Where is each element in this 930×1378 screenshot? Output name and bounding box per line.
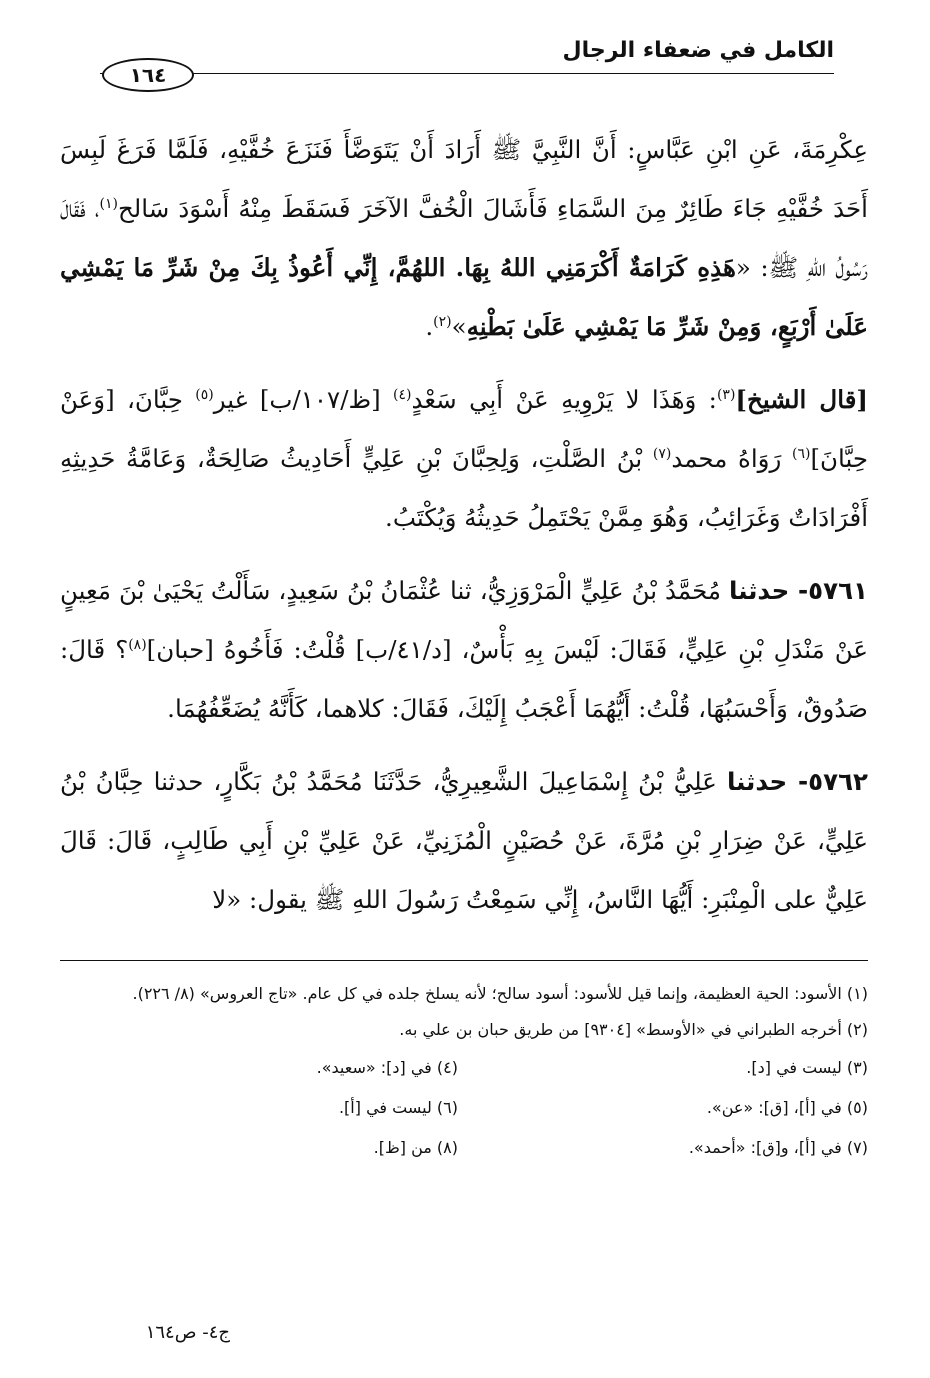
volume-page-footer: ج٤- ص١٦٤ bbox=[145, 1322, 230, 1343]
paragraph-5761: ٥٧٦١- حدثنا مُحَمَّدُ بْنُ عَلِيٍّ الْمَرْوَزِيُّ، ثنا عُثْمَانُ بْنُ سَعِيدٍ، سَأَلْتُ يَحْيَىٰ بْنَ مَعِينٍ عَنْ مَنْدَلِ بْنِ عَلِيٍّ، فَقَالَ: لَيْسَ بِهِ بَأْسٌ، [د/٤١/ب] قُلْتُ: فَأَخُوهُ [حبان]$^{(٨)}$؟ قَالَ: صَدُوقٌ، وَأَحْسَبُهَا، قُلْتُ: أَيُّهُمَا أَعْجَبُ إِلَيْكَ، فَقَالَ: كلاهما، كَأَنَّهُ يُضَعِّفُهُمَا. bbox=[60, 576, 868, 723]
footnote-ref-5: (٥) bbox=[195, 386, 214, 403]
footnote-6: (٦) ليست في [أ]. bbox=[338, 1098, 458, 1117]
footnote-ref-3: (٣) bbox=[716, 386, 736, 403]
footnote-4: (٤) في [د]: «سعيد». bbox=[316, 1058, 458, 1077]
book-title: الكامل في ضعفاء الرجال bbox=[562, 38, 834, 63]
main-text bbox=[60, 120, 868, 943]
footnote-ref-4: (٤) bbox=[393, 386, 412, 403]
footnote-row-7-8 bbox=[60, 1132, 868, 1164]
sheikh-label: [قال الشيخ] bbox=[735, 385, 869, 414]
paragraph-2: [قال الشيخ]$^{(٣)}$: وَهَذَا لا يَرْوِيهِ عَنْ أَبِي سَعْدٍ$^{(٤)}$ [ظ/١٠٧/ب] غير$^{(٥)}$ حِبَّانَ، [وَعَنْ حِبَّانَ]$^{(٦)}$ رَوَاهُ محمد$^{(٧)}$ بْنُ الصَّلْتِ، وَلِحِبَّانَ بْنِ عَلِيٍّ أَحَادِيثُ صَالِحَةٌ، وَعَامَّةُ حَدِيثِهِ أَفْرَادَاتٌ وَغَرَائِبُ، وَهُوَ مِمَّنْ يَحْتَمِلُ حَدِيثُهُ وَيُكْتَبُ. bbox=[60, 385, 869, 532]
footnote-3: (٣) ليست في [د]. bbox=[746, 1058, 868, 1077]
footnote-ref-1: (١) bbox=[99, 195, 118, 212]
footnotes bbox=[60, 978, 868, 1172]
paragraph-1: عِكْرِمَةَ، عَنِ ابْنِ عَبَّاسٍ: أَنَّ النَّبِيَّ ﷺ أَرَادَ أَنْ يَتَوَضَّأَ فَنَزَعَ خُفَّيْهِ، فَلَمَّا فَرَغَ لَبِسَ أَحَدَ خُفَّيْهِ جَاءَ طَائِرٌ مِنَ السَّمَاءِ فَأَشَالَ الْخُفَّ الآخَرَ فَسَقَطَ مِنْهُ أَسْوَدَ سَالح$^{(١)}$، فَقَالَ رَسُولُ اللهِ ﷺ: «هَذِهِ كَرَامَةٌ أَكْرَمَنِي اللهُ بِهَا. اللهُمَّ، إِنِّي أَعُوذُ بِكَ مِنْ شَرِّ مَا يَمْشِي عَلَىٰ أَرْبَعٍ، وَمِنْ شَرِّ مَا يَمْشِي عَلَىٰ بَطْنِهِ»$^{(٢)}$. bbox=[60, 135, 868, 341]
footnote-2: (٢) أخرجه الطبراني في «الأوسط» [٩٣٠٤] من طريق حبان بن علي به. bbox=[399, 1020, 868, 1039]
hadith-text: هَذِهِ كَرَامَةٌ أَكْرَمَنِي اللهُ بِهَا. اللهُمَّ، إِنِّي أَعُوذُ بِكَ مِنْ شَرِّ مَا يَمْشِي عَلَىٰ أَرْبَعٍ، وَمِنْ شَرِّ مَا يَمْشِي عَلَىٰ بَطْنِهِ bbox=[60, 253, 868, 341]
hadith-number-5761: ٥٧٦١- حدثنا bbox=[729, 576, 868, 605]
footnote-separator bbox=[60, 960, 868, 961]
page-number-badge: ١٦٤ bbox=[102, 58, 194, 92]
footnote-ref-7: (٧) bbox=[652, 445, 672, 462]
footnote-7: (٧) في [أ]، و[ق]: «أحمد». bbox=[688, 1138, 868, 1157]
hadith-number-5762: ٥٧٦٢- حدثنا bbox=[726, 767, 868, 796]
footnote-ref-2: (٢) bbox=[433, 313, 452, 330]
footnote-8: (٨) من [ظ]. bbox=[373, 1138, 458, 1157]
paragraph-5762: ٥٧٦٢- حدثنا عَلِيُّ بْنُ إِسْمَاعِيلَ الشَّعِيرِيُّ، حَدَّثَنَا مُحَمَّدُ بْنُ بَكَّارٍ، حدثنا حِبَّانُ بْنُ عَلِيٍّ، عَنْ ضِرَارِ بْنِ مُرَّةَ، عَنْ حُصَيْنٍ الْمُزَنِيِّ، عَنْ عَلِيِّ بْنِ أَبِي طَالِبٍ، قَالَ: قَالَ عَلِيٌّ على الْمِنْبَرِ: أَيُّهَا النَّاسُ، إِنِّي سَمِعْتُ رَسُولَ اللهِ ﷺ يقول: «لا bbox=[60, 767, 868, 914]
footnote-ref-8: (٨) bbox=[128, 636, 147, 653]
footnote-row-5-6 bbox=[60, 1092, 868, 1124]
footnote-1: (١) الأسود: الحية العظيمة، وإنما قيل للأسود: أسود سالح؛ لأنه يسلخ جلده في كل عام. «تاج العروس» (٨/ ٢٢٦). bbox=[132, 984, 868, 1003]
footnote-row-3-4 bbox=[60, 1052, 868, 1084]
footnote-5: (٥) في [أ]، [ق]: «عن». bbox=[706, 1098, 868, 1117]
footnote-ref-6: (٦) bbox=[791, 445, 811, 462]
header-rule bbox=[100, 73, 834, 74]
